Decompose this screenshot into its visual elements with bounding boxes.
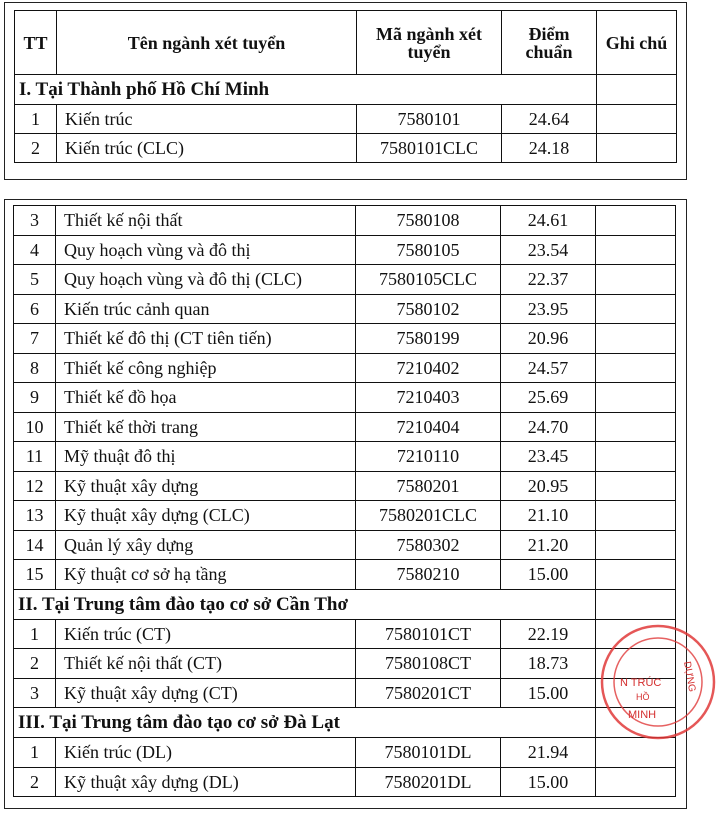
- header-name: Tên ngành xét tuyển: [57, 11, 357, 75]
- stamp-text-1: N TRÚC: [620, 677, 662, 689]
- row-number: 14: [14, 530, 56, 560]
- section-title: I. Tại Thành phố Hồ Chí Minh: [15, 75, 597, 105]
- row-number: 10: [14, 412, 56, 442]
- note-cell: [596, 442, 676, 472]
- row-number: 12: [14, 471, 56, 501]
- note-cell: [596, 649, 676, 679]
- program-code: 7210403: [356, 383, 501, 413]
- program-code: 7580105: [356, 235, 501, 265]
- program-code: 7580102: [356, 294, 501, 324]
- table-row: [14, 324, 676, 354]
- table-row: [14, 442, 676, 472]
- row-number: 1: [14, 619, 56, 649]
- program-code: 7580199: [356, 324, 501, 354]
- program-code: 7580201DL: [356, 767, 501, 797]
- cutoff-score: 24.64: [502, 105, 597, 134]
- program-code: 7580101: [357, 105, 502, 134]
- note-cell: [596, 294, 676, 324]
- section-row: [14, 589, 676, 619]
- stamp-text-4: DỰNG: [681, 660, 698, 693]
- section-note-cell: [596, 589, 676, 619]
- cutoff-score: 20.95: [501, 471, 596, 501]
- row-number: 3: [14, 678, 56, 708]
- program-code: 7580108CT: [356, 649, 501, 679]
- program-name: Kỹ thuật xây dựng (CLC): [56, 501, 356, 531]
- admission-table-part-1: [14, 10, 677, 163]
- program-name: Thiết kế đồ họa: [56, 383, 356, 413]
- program-name: Thiết kế công nghiệp: [56, 353, 356, 383]
- cutoff-score: 25.69: [501, 383, 596, 413]
- section-title: II. Tại Trung tâm đào tạo cơ sở Cần Thơ: [14, 589, 596, 619]
- table-row: [14, 649, 676, 679]
- table-row: [14, 383, 676, 413]
- program-name: Mỹ thuật đô thị: [56, 442, 356, 472]
- header-note: Ghi chú: [597, 11, 677, 75]
- note-cell: [597, 134, 677, 163]
- note-cell: [596, 471, 676, 501]
- table-row: [14, 767, 676, 797]
- program-name: Kỹ thuật xây dựng: [56, 471, 356, 501]
- note-cell: [596, 619, 676, 649]
- program-name: Quy hoạch vùng và đô thị: [56, 235, 356, 265]
- stamp-text-3: MINH: [628, 709, 657, 721]
- row-number: 7: [14, 324, 56, 354]
- program-name: Quy hoạch vùng và đô thị (CLC): [56, 265, 356, 295]
- cutoff-score: 24.18: [502, 134, 597, 163]
- note-cell: [596, 560, 676, 590]
- table-row: [14, 265, 676, 295]
- section-note-cell: [597, 75, 677, 105]
- row-number: 13: [14, 501, 56, 531]
- program-name: Thiết kế đô thị (CT tiên tiến): [56, 324, 356, 354]
- note-cell: [596, 678, 676, 708]
- table-row: [14, 412, 676, 442]
- table-row: [14, 235, 676, 265]
- program-code: 7210402: [356, 353, 501, 383]
- program-code: 7580108: [356, 206, 501, 236]
- program-name: Kiến trúc (CLC): [57, 134, 357, 163]
- cutoff-score: 24.57: [501, 353, 596, 383]
- row-number: 1: [15, 105, 57, 134]
- row-number: 15: [14, 560, 56, 590]
- cutoff-score: 15.00: [501, 767, 596, 797]
- table-row: [14, 560, 676, 590]
- cutoff-score: 20.96: [501, 324, 596, 354]
- program-name: Kiến trúc: [57, 105, 357, 134]
- cutoff-score: 24.61: [501, 206, 596, 236]
- section-row: [14, 708, 676, 738]
- table-row: [14, 501, 676, 531]
- note-cell: [596, 738, 676, 768]
- header-row: [15, 11, 677, 75]
- row-number: 9: [14, 383, 56, 413]
- table-row: [14, 471, 676, 501]
- table-row: [14, 206, 676, 236]
- program-code: 7580101CT: [356, 619, 501, 649]
- table-page-2: [4, 199, 687, 809]
- section-title: III. Tại Trung tâm đào tạo cơ sở Đà Lạt: [14, 708, 596, 738]
- row-number: 11: [14, 442, 56, 472]
- note-cell: [596, 383, 676, 413]
- program-code: 7580101CLC: [357, 134, 502, 163]
- cutoff-score: 22.37: [501, 265, 596, 295]
- program-name: Kiến trúc (CT): [56, 619, 356, 649]
- row-number: 6: [14, 294, 56, 324]
- program-code: 7210404: [356, 412, 501, 442]
- program-code: 7580101DL: [356, 738, 501, 768]
- cutoff-score: 15.00: [501, 560, 596, 590]
- admission-table-part-2: [13, 205, 676, 797]
- cutoff-score: 18.73: [501, 649, 596, 679]
- program-code: 7580302: [356, 530, 501, 560]
- cutoff-score: 15.00: [501, 678, 596, 708]
- program-name: Quản lý xây dựng: [56, 530, 356, 560]
- note-cell: [596, 767, 676, 797]
- program-name: Kỹ thuật cơ sở hạ tầng: [56, 560, 356, 590]
- table-row: [14, 678, 676, 708]
- program-code: 7580201CLC: [356, 501, 501, 531]
- table-row: [14, 353, 676, 383]
- note-cell: [596, 353, 676, 383]
- note-cell: [597, 105, 677, 134]
- table-row: [14, 738, 676, 768]
- program-name: Kỹ thuật xây dựng (DL): [56, 767, 356, 797]
- table-row: [14, 294, 676, 324]
- header-tt: TT: [15, 11, 57, 75]
- table-row: [14, 619, 676, 649]
- note-cell: [596, 501, 676, 531]
- program-name: Thiết kế nội thất: [56, 206, 356, 236]
- note-cell: [596, 265, 676, 295]
- section-note-cell: [596, 708, 676, 738]
- cutoff-score: 22.19: [501, 619, 596, 649]
- stamp-text-2: HỒ: [636, 692, 650, 702]
- program-code: 7580201: [356, 471, 501, 501]
- cutoff-score: 21.20: [501, 530, 596, 560]
- cutoff-score: 24.70: [501, 412, 596, 442]
- header-code: Mã ngành xét tuyển: [357, 11, 502, 75]
- cutoff-score: 23.95: [501, 294, 596, 324]
- cutoff-score: 23.54: [501, 235, 596, 265]
- table-row: [15, 134, 677, 163]
- cutoff-score: 21.94: [501, 738, 596, 768]
- row-number: 2: [15, 134, 57, 163]
- table-page-1: [4, 2, 687, 180]
- note-cell: [596, 206, 676, 236]
- row-number: 3: [14, 206, 56, 236]
- table-row: [14, 530, 676, 560]
- cutoff-score: 23.45: [501, 442, 596, 472]
- row-number: 4: [14, 235, 56, 265]
- program-name: Thiết kế nội thất (CT): [56, 649, 356, 679]
- program-code: 7580201CT: [356, 678, 501, 708]
- note-cell: [596, 235, 676, 265]
- note-cell: [596, 412, 676, 442]
- program-name: Thiết kế thời trang: [56, 412, 356, 442]
- program-name: Kỹ thuật xây dựng (CT): [56, 678, 356, 708]
- header-score: Điểm chuẩn: [502, 11, 597, 75]
- row-number: 2: [14, 649, 56, 679]
- program-name: Kiến trúc cảnh quan: [56, 294, 356, 324]
- program-code: 7580210: [356, 560, 501, 590]
- section-row: [15, 75, 677, 105]
- row-number: 2: [14, 767, 56, 797]
- row-number: 5: [14, 265, 56, 295]
- note-cell: [596, 530, 676, 560]
- program-code: 7210110: [356, 442, 501, 472]
- row-number: 8: [14, 353, 56, 383]
- table-row: [15, 105, 677, 134]
- cutoff-score: 21.10: [501, 501, 596, 531]
- program-code: 7580105CLC: [356, 265, 501, 295]
- note-cell: [596, 324, 676, 354]
- program-name: Kiến trúc (DL): [56, 738, 356, 768]
- row-number: 1: [14, 738, 56, 768]
